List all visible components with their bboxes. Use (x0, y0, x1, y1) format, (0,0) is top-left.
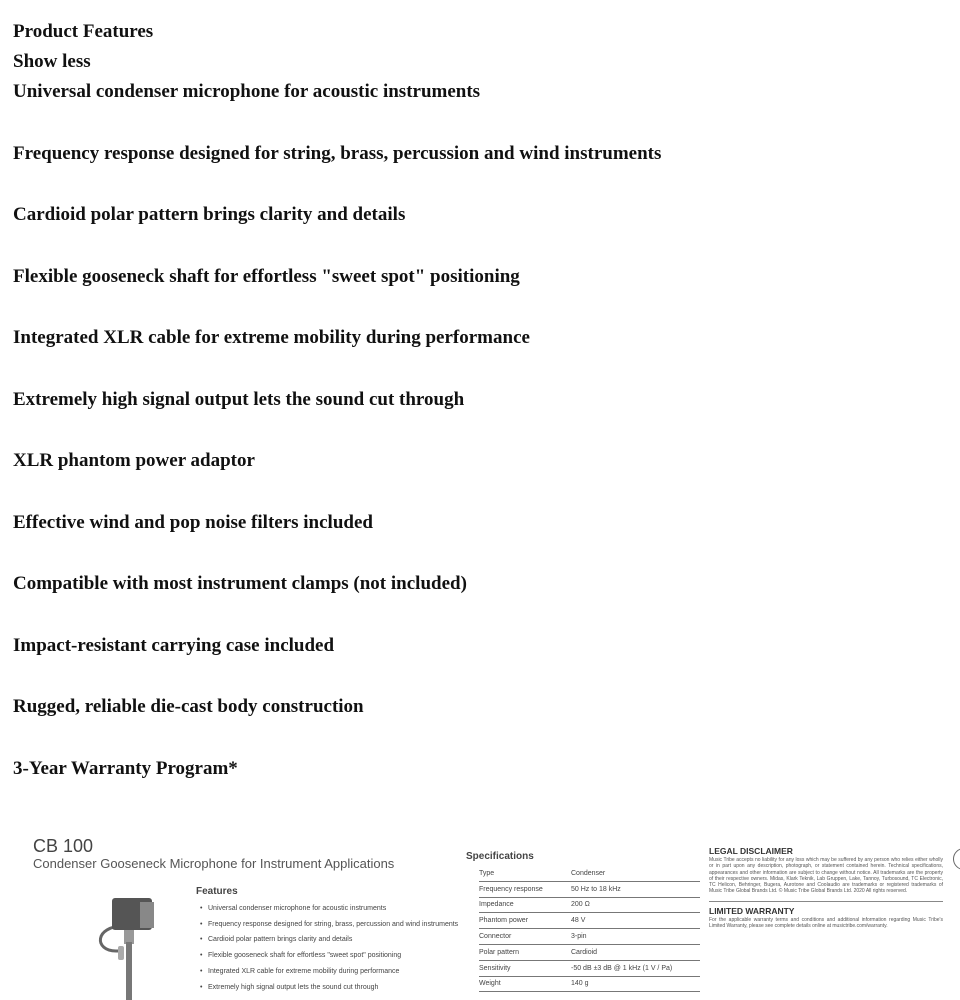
spec-key: Sensitivity (479, 960, 571, 976)
spec-value: 50 Hz to 18 kHz (571, 881, 700, 897)
spec-row (479, 960, 700, 976)
feature-item: Frequency response designed for string, brass, percussion and wind instruments (13, 142, 662, 164)
feature-item: Extremely high signal output lets the sound cut through (13, 388, 465, 410)
product-features-heading: Product Features (13, 21, 154, 42)
sheet-feature-item: • Frequency response designed for string, brass, percussion and wind instruments (196, 917, 456, 933)
circle-icon (953, 848, 960, 870)
spec-key: Impedance (479, 897, 571, 913)
spec-key: Polar pattern (479, 944, 571, 960)
spec-value: 200 Ω (571, 897, 700, 913)
microphone-icon (94, 896, 174, 1000)
spec-value: -50 dB ±3 dB @ 1 kHz (1 V / Pa) (571, 960, 700, 976)
sheet-feature-item: • Integrated XLR cable for extreme mobility during performance (196, 964, 456, 980)
feature-item: Compatible with most instrument clamps (not included) (13, 573, 467, 594)
spec-key: Connector (479, 929, 571, 945)
legal-section (709, 846, 943, 929)
sheet-feature-item: • Cardioid polar pattern brings clarity and details (196, 932, 456, 948)
sheet-feature-list (196, 901, 459, 995)
spec-key: Type (479, 866, 571, 881)
feature-item: Universal condenser microphone for acoustic instruments (13, 81, 481, 102)
sheet-features-heading: Features (196, 886, 238, 897)
spec-row (479, 929, 700, 945)
feature-item: Impact-resistant carrying case included (13, 634, 335, 656)
spec-key: Weight (479, 976, 571, 992)
spec-value: 48 V (571, 913, 700, 929)
sheet-feature-item: • Flexible gooseneck shaft for effortless "sweet spot" positioning (196, 948, 456, 964)
sheet-features (196, 886, 459, 995)
warranty-text: For the applicable warranty terms and conditions and additional information regarding Music Tribe's Limited Warranty, please see complete details online at musictribe.com/warranty. (709, 916, 943, 930)
model-subtitle: Condenser Gooseneck Microphone for Instrument Applications (33, 856, 395, 871)
feature-item: XLR phantom power adaptor (13, 450, 255, 471)
feature-item: Flexible gooseneck shaft for effortless "sweet spot" positioning (13, 265, 520, 287)
show-less-toggle[interactable]: Show less (13, 51, 91, 72)
spec-value: 140 g (571, 976, 700, 992)
legal-heading: LEGAL DISCLAIMER (709, 846, 793, 856)
feature-item: Cardioid polar pattern brings clarity and details (13, 204, 406, 225)
spec-row (479, 897, 700, 913)
feature-item: Rugged, reliable die-cast body construction (13, 696, 364, 717)
sheet-feature-item: • Universal condenser microphone for acoustic instruments (196, 901, 456, 917)
divider (709, 901, 943, 902)
warranty-heading: LIMITED WARRANTY (709, 905, 795, 916)
legal-text: Music Tribe accepts no liability for any loss which may be suffered by any person who relies either wholly or in part upon any description, photograph, or statement contained herein. Technical specifications, appearances and other information are subject to change without notice. All trademarks are the property of their respective owners. Midas, Klark Teknik, Lab Gruppen, Lake, Tannoy, Turbosound, TC Electronic, TC Helicon, Behringer, Bugera, Aurotone and Coolaudio are trademarks or registered trademarks of Music Tribe Global Brands Ltd. © Music Tribe Global Brands Ltd. 2020 All rights reserved. (709, 857, 943, 895)
feature-item: Effective wind and pop noise filters included (13, 511, 373, 533)
product-features-section (13, 17, 943, 815)
spec-row (479, 976, 700, 992)
spec-key: Phantom power (479, 913, 571, 929)
specifications-heading: Specifications (466, 851, 534, 862)
spec-row (479, 866, 700, 881)
specifications (466, 851, 702, 992)
feature-item: Integrated XLR cable for extreme mobility during performance (13, 327, 530, 348)
spec-row (479, 913, 700, 929)
sheet-feature-item: • Extremely high signal output lets the sound cut through (196, 980, 456, 996)
specifications-table (479, 866, 700, 992)
spec-value: Cardioid (571, 944, 700, 960)
spec-value: 3-pin (571, 929, 700, 945)
feature-list (13, 77, 943, 815)
feature-item: 3-Year Warranty Program* (13, 757, 238, 779)
spec-key: Frequency response (479, 881, 571, 897)
model-title: CB 100 (33, 836, 94, 856)
spec-value: Condenser (571, 866, 700, 881)
spec-sheet-image (0, 828, 960, 1000)
spec-row (479, 944, 700, 960)
spec-row (479, 881, 700, 897)
